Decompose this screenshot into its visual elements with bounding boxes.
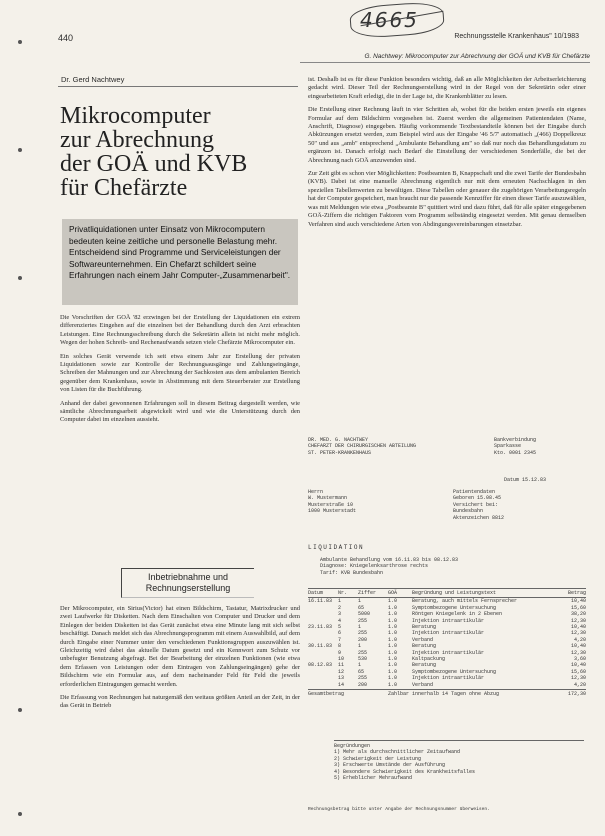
table-cell-gop: 1.0 [388,662,398,669]
invoice-meta [320,557,580,576]
table-cell-amt: 12,30 [570,617,586,624]
table-cell-gop: 1.0 [388,681,398,688]
table-cell-date: 23.11.83 [308,624,333,631]
table-cell-num: 5 [338,624,342,631]
table-cell-code: 255 [358,630,368,637]
meta-line: Diagnose: Kniegelenksarthrose rechts [320,563,429,570]
table-cell-num: 9 [338,649,342,656]
handwritten-note [360,8,419,32]
handwritten-number: 4665 [360,8,419,32]
recipient-line: W. Mustermann [308,495,348,502]
binder-hole-mark [18,812,22,816]
left-column-body [60,605,300,820]
table-cell-num: 4 [338,617,342,624]
info-line: Geboren 15.08.45 [453,495,502,502]
table-cell-code: 200 [358,636,368,643]
total-amount: 172,30 [567,691,586,698]
lead-text: Privatliquidationen unter Einsatz von Mikrocomputern bedeuten keine zeitliche und personelle Belastung mehr. Entscheidend sind Programme und Serviceleistungen der Softwareunternehmen. Ein Chefarzt schildert seine Erfahrungen nach einem Jahr Computer-„Zusammenarbeit". [69,224,291,280]
table-cell-num: 7 [338,636,342,643]
column-header: Datum [308,590,324,596]
table-cell-date [308,682,338,688]
table-cell-gop: 1.0 [388,668,398,675]
invoice-patient-info [453,489,583,521]
author-name: Dr. Gerd Nachtwey [61,75,125,84]
table-cell-amt: 4,20 [573,681,586,688]
table-cell-num: 11 [338,662,345,669]
handwritten-circle [349,1,445,39]
table-cell-num: 12 [338,668,345,675]
table-cell-amt: 10,40 [570,598,586,605]
reason-line: 4) Besondere Schwierigkeit des Krankheitsfalles [334,768,476,775]
invoice-table-header [308,588,586,598]
info-line: Versichert bei: [453,501,499,508]
table-cell-amt: 12,30 [570,675,586,682]
bank-line: Kto. 0001 2345 [494,449,537,456]
bank-line: Sparkasse [494,443,522,450]
reason-line: 1) Mehr als durchschnittlicher Zeitaufwand [334,749,461,756]
article-title [60,104,300,200]
title-line: für Chefärzte [60,175,188,201]
binder-hole-mark [18,148,22,152]
meta-line: Ambulante Behandlung vom 16.11.83 bis 08.12.83 [320,557,459,563]
column-header: Ziffer [358,590,377,596]
info-line: Bundesbahn [453,508,484,515]
table-cell-desc: Beratung [412,662,437,669]
column-header: Begründung und Leistungstext [412,590,497,596]
info-line: Aktenzeichen 8812 [453,514,505,521]
table-cell-desc: Kaltpackung [412,656,446,663]
table-cell-num: 3 [338,611,342,618]
meta-line: Tarif: KVB Bundesbahn [320,569,384,576]
binder-hole-mark [18,276,22,280]
sender-line: ST. PETER-KRANKENHAUS [308,449,372,456]
table-cell-num: 14 [338,681,345,688]
column-header: GOÄ [388,590,398,596]
paragraph: ist. Deshalb ist es für diese Funktion besonders wichtig, daß an alle Möglichkeiten der Arbeitserleichterung gedacht wird. Dieser Teil der Rechnungserstellung wird in der Regel von der Sekretärin oder einer eingearbeiteten Kraft erledigt, die in der Lage ist, die Krankenblätter zu lesen. [308,76,586,100]
invoice-footer: Rechnungsbetrag bitte unter Angabe der Rechnungsnummer überweisen. [308,807,490,812]
section-subhead: Inbetriebnahme und Rechnungserstellung [121,568,254,598]
table-cell-code: 1 [358,624,362,631]
right-column-text [308,76,586,431]
title-line: Mikrocomputer [60,103,211,129]
table-cell-desc: Injektion intraartikulär [412,630,485,637]
paragraph: Die Vorschriften der GOÄ '82 erzwingen bei der Erstellung der Liquidationen ein extrem differenziertes Eingehen auf die einzelnen bei der Behandlung durch den Arzt erbrachten Leistungen. Eine Rechnungsschreibung durch die Sekretärin allein ist nicht mehr möglich. Wegen der hohen Schreib- und Rechenaufwands setzen viele Chefärzte Mikrocomputer ein. [60,314,300,347]
table-cell-date: 16.11.83 [308,598,333,605]
table-cell-desc: Symptombezogene Untersuchung [412,668,497,675]
table-cell-amt: 12,30 [570,649,586,656]
running-head: G. Nachtwey: Mikrocomputer zur Abrechnung der GOÄ und KVB für Chefärzte [300,53,590,63]
table-cell-code: 200 [358,681,368,688]
table-cell-amt: 38,20 [570,611,586,618]
invoice-reasons [334,740,584,781]
column-header: Betrag [567,590,586,596]
table-cell-num: 6 [338,630,342,637]
table-cell-gop: 1.0 [388,636,398,643]
invoice-bank [494,437,586,456]
table-cell-amt: 4,20 [573,636,586,643]
paragraph: Die Erstellung einer Rechnung läuft in vier Schritten ab, wobei für die beiden ersten jeweils ein eigenes Formular auf dem Bildschirm vorgesehen ist. Zuerst werden die allgemeinen Patientendaten (Name, Anschrift, Diagnose) eingegeben. Häufig vorkommende Textbestandteile können bei der Eingabe durch Abkürzungen ersetzt werden, zum Beispiel wird aus der Eingabe '46 5/7' automatisch „(466) Doppelkreuz 50" und aus „amb" entsprechend „Ambulante Behandlung am" so daß nur noch das Behandlungsdatum zu ergänzen ist. Danach erfolgt nach Bedarf die Einstellung der verschiedenen Sonderfälle, die bei der Abrechnung nach GOÄ anzuwenden sind. [308,106,586,164]
invoice-total-row [308,689,586,697]
author-divider [58,86,298,87]
invoice-sender [308,437,458,456]
table-cell-amt: 15,60 [570,604,586,611]
table-cell-code: 1 [358,662,362,669]
sender-line: DR. MED. G. NACHTWEY [308,437,369,443]
paragraph: Ein solches Gerät verwende ich seit etwa einem Jahr zur Erstellung der privaten Liquidationen sowie zur Kontrolle der Rechnungsausgänge und Zahlungseingänge, Schreiben der Mahnungen und zur Abrechnung der Sachkosten aus dem ambulanten Bereich gegenüber dem Krankenhaus, sowie in Abstimmung mit dem Steuerberater zur Erstellung von Listen für die Buchführung. [60,352,300,394]
table-cell-code: 65 [358,668,365,675]
table-cell-num: 1 [338,598,342,605]
table-row [308,682,586,688]
table-cell-desc: Beratung [412,643,437,650]
recipient-line: 1000 Musterstadt [308,508,357,515]
table-cell-desc: Injektion intraartikulär [412,617,485,624]
bank-line: Bankverbindung [494,437,537,443]
table-cell-desc: Beratung [412,624,437,631]
table-cell-code: 255 [358,675,368,682]
table-cell-code: 1 [358,598,362,605]
binder-hole-mark [18,708,22,712]
table-cell-amt: 3,60 [573,656,586,663]
binder-hole-mark [18,40,22,44]
table-cell-desc: Verband [412,636,434,643]
column-header: Nr. [338,590,348,596]
title-line: zur Abrechnung [60,127,214,153]
invoice-title: LIQUIDATION [308,544,365,551]
table-cell-code: 255 [358,649,368,656]
lead-box [62,219,298,305]
reason-line: 5) Erheblicher Mehraufwand [334,775,413,782]
invoice-example [308,437,586,817]
table-cell-desc: Injektion intraartikulär [412,649,485,656]
table-cell-code: 1 [358,643,362,650]
table-cell-desc: Röntgen Kniegelenk in 2 Ebenen [412,611,503,618]
table-cell-gop: 1.0 [388,643,398,650]
table-cell-gop: 1.0 [388,598,398,605]
total-label: Gesamtbetrag [308,691,345,698]
reason-line: 3) Erschwerte Umstände der Ausführung [334,762,446,769]
sender-line: CHEFARZT DER CHIRURGISCHEN ABTEILUNG [308,443,417,450]
table-cell-gop: 1.0 [388,656,398,663]
paragraph: Der Mikrocomputer, ein Sirius(Victor) hat einen Bildschirm, Tastatur, Matrixdrucker und zwei Laufwerke für Disketten. Nach dem Einschalten von Computer und Drucker und dem Einlegen der beiden Disketten ist das Gerät zunächst etwa eine Minute lang mit sich selbst beschäftigt. Danach meldet sich das Abrechnungsprogramm mit einem Auswahlbild, auf dem durch Eingabe einer Nummer unter den verschiedenen Funktionsgruppen auszuwählen ist. Gleichzeitig wird dabei das aktuelle Datum gesetzt und ein Kennwort zum Schutz vor unbefugter Benutzung abgefragt. Bei der Bearbeitung der einzelnen Funktionen (wie etwa dem Erfassen von Leistungen oder dem Eintragen von Zahlungseingängen) gehe der Bildschirm wie ein Formular aus, auf dem nacheinander Feld für Feld die jeweils erforderlichen Eintragungen gemacht werden. [60,605,300,688]
table-cell-gop: 1.0 [388,611,398,618]
table-cell-num: 13 [338,675,345,682]
table-cell-desc: Verband [412,681,434,688]
table-cell-desc: Injektion intraartikulär [412,675,485,682]
table-cell-gop: 1.0 [388,649,398,656]
recipient-line: Musterstraße 10 [308,501,354,508]
left-column-intro [60,314,300,559]
title-line: der GOÄ und KVB [60,151,248,177]
table-cell-date: 08.12.83 [308,662,333,669]
invoice-date: Datum 15.12.83 [504,477,547,483]
table-cell-amt: 10,40 [570,624,586,631]
table-cell-amt: 15,60 [570,668,586,675]
table-cell-num: 2 [338,604,342,611]
invoice-table-body [308,598,586,688]
table-cell-code: 65 [358,604,365,611]
journal-reference: Rechnungsstelle Krankenhaus" 10/1983 [454,33,579,40]
info-line: Patientendaten [453,489,496,495]
table-cell-code: 5000 [358,611,371,618]
invoice-recipient [308,489,458,515]
table-cell-num: 8 [338,643,342,650]
table-cell-amt: 12,30 [570,630,586,637]
table-cell-num: 10 [338,656,345,663]
table-cell-desc: Beratung, auch mittels Fernsprecher [412,598,518,605]
paragraph: Zur Zeit gibt es schon vier Möglichkeiten: Postbeamten B, Knappschaft und die zwei Tarife der Bundesbahn (KVB). Dabei ist eine manuelle Abrechnung eigentlich nur mit dem erneuten Nachschlagen in den speziellen Tabellenwerten zu bewältigen. Diese Tabellen oder genauer die zugehörigen Verarbeitungsregeln hat der Computer gespeichert, man braucht nur die passende Kennziffer für einen dieser Tarife auszuwählen, was mit Meldungen wie etwa „Postbeamte B" quittiert wird und dazu führt, daß für alle später eingegebenen GOÄ-Ziffern die richtigen Faktoren vom Programm selbständig eingesetzt werden. Mit genau demselben Verfahren sind auch verschiedene Arten von Abdingungsvereinbarungen einsetzbar. [308,170,586,228]
reasons-title: Begründungen [334,743,371,749]
table-cell-amt: 10,40 [570,643,586,650]
invoice-table [308,588,586,698]
recipient-line: Herrn [308,489,324,495]
table-cell-amt: 10,40 [570,662,586,669]
table-cell-gop: 1.0 [388,617,398,624]
paragraph: Die Erfassung von Rechnungen hat naturgemäß den weitaus größten Anteil an der Zeit, in der das Gerät in Betrieb [60,694,300,710]
total-note: Zahlbar innerhalb 14 Tagen ohne Abzug [388,691,500,698]
table-cell-gop: 1.0 [388,630,398,637]
paragraph: Anhand der dabei gewonnenen Erfahrungen soll in diesem Beitrag dargestellt werden, wie sämtliche Abrechnungsarbeit abgewickelt wird und wie die Unterstützung durch den Computer dabei im einzelnen aussieht. [60,399,300,424]
table-cell-gop: 1.0 [388,624,398,631]
reason-line: 2) Schwierigkeit der Leistung [334,755,422,762]
table-cell-gop: 1.0 [388,675,398,682]
table-cell-desc: Symptombezogene Untersuchung [412,604,497,611]
table-cell-code: 255 [358,617,368,624]
page-number: 440 [58,33,74,43]
table-cell-code: 530 [358,656,368,663]
table-cell-gop: 1.0 [388,604,398,611]
table-cell-date: 30.11.83 [308,643,333,650]
